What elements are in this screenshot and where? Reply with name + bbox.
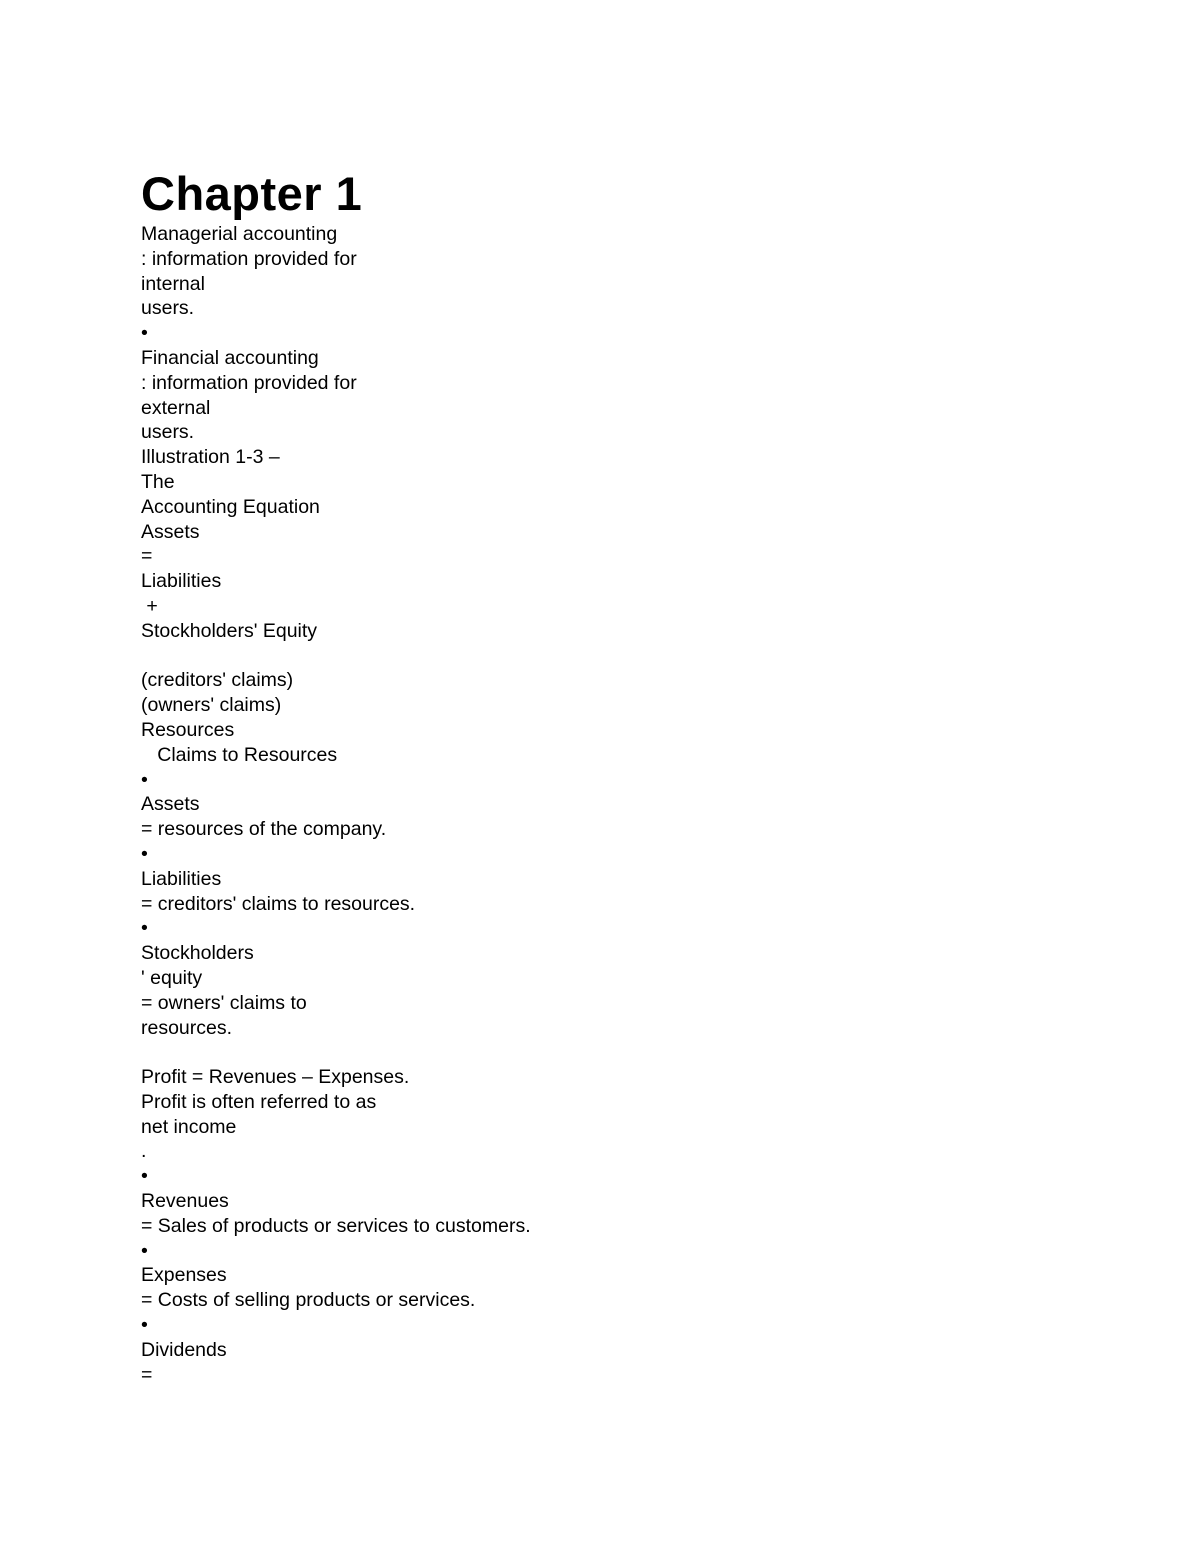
text-line: Profit is often referred to as	[141, 1090, 377, 1113]
text-line: external	[141, 396, 211, 419]
text-line	[141, 1040, 1041, 1065]
text-line: Expenses	[141, 1264, 227, 1287]
text-line: Assets	[141, 520, 200, 543]
text-line: Dividends	[141, 1338, 227, 1361]
text-line: Stockholders' Equity	[141, 619, 318, 642]
text-line: Managerial accounting	[141, 223, 338, 245]
text-line	[141, 644, 1041, 669]
bullet-icon: •	[141, 1239, 148, 1262]
text-line: = Sales of products or services to customers.	[141, 1214, 531, 1237]
text-line: users.	[141, 421, 195, 444]
text-line: Claims to Resources	[141, 743, 338, 766]
chapter-title: Chapter 1	[141, 167, 363, 220]
page-content	[141, 166, 1041, 1387]
text-line: net income	[141, 1115, 237, 1138]
text-line: : information provided for	[141, 247, 357, 270]
text-line: (creditors' claims)	[141, 669, 294, 692]
body-text	[141, 222, 1041, 1387]
text-line: users.	[141, 297, 195, 320]
text-line: = resources of the company.	[141, 818, 387, 841]
text-line: Liabilities	[141, 570, 222, 593]
text-line: = creditors' claims to resources.	[141, 892, 416, 915]
bullet-icon: •	[141, 1314, 148, 1337]
bullet-icon: •	[141, 768, 148, 791]
text-line: Financial accounting	[141, 346, 319, 369]
text-line: ' equity	[141, 966, 203, 989]
text-line: : information provided for	[141, 371, 357, 394]
text-line: = Costs of selling products or services.	[141, 1289, 476, 1312]
bullet-icon: •	[141, 322, 148, 345]
text-line: =	[141, 1363, 153, 1386]
bullet-icon: •	[141, 842, 148, 865]
text-line: .	[141, 1140, 147, 1163]
bullet-icon: •	[141, 917, 148, 940]
text-line: =	[141, 545, 153, 568]
text-line: Accounting Equation	[141, 495, 320, 518]
text-line: +	[141, 594, 158, 617]
text-line: = owners' claims to	[141, 991, 307, 1014]
text-line: Revenues	[141, 1190, 229, 1213]
bullet-icon: •	[141, 1165, 148, 1188]
text-line: Stockholders	[141, 942, 254, 965]
text-line: The	[141, 470, 175, 493]
text-line: resources.	[141, 1016, 233, 1039]
text-line: Liabilities	[141, 867, 222, 890]
text-line: Profit = Revenues – Expenses.	[141, 1066, 410, 1089]
text-line: (owners' claims)	[141, 694, 282, 717]
text-line: Illustration 1-3 –	[141, 446, 280, 469]
text-line: Assets	[141, 793, 200, 816]
text-line: Resources	[141, 718, 235, 741]
text-line: internal	[141, 272, 205, 295]
